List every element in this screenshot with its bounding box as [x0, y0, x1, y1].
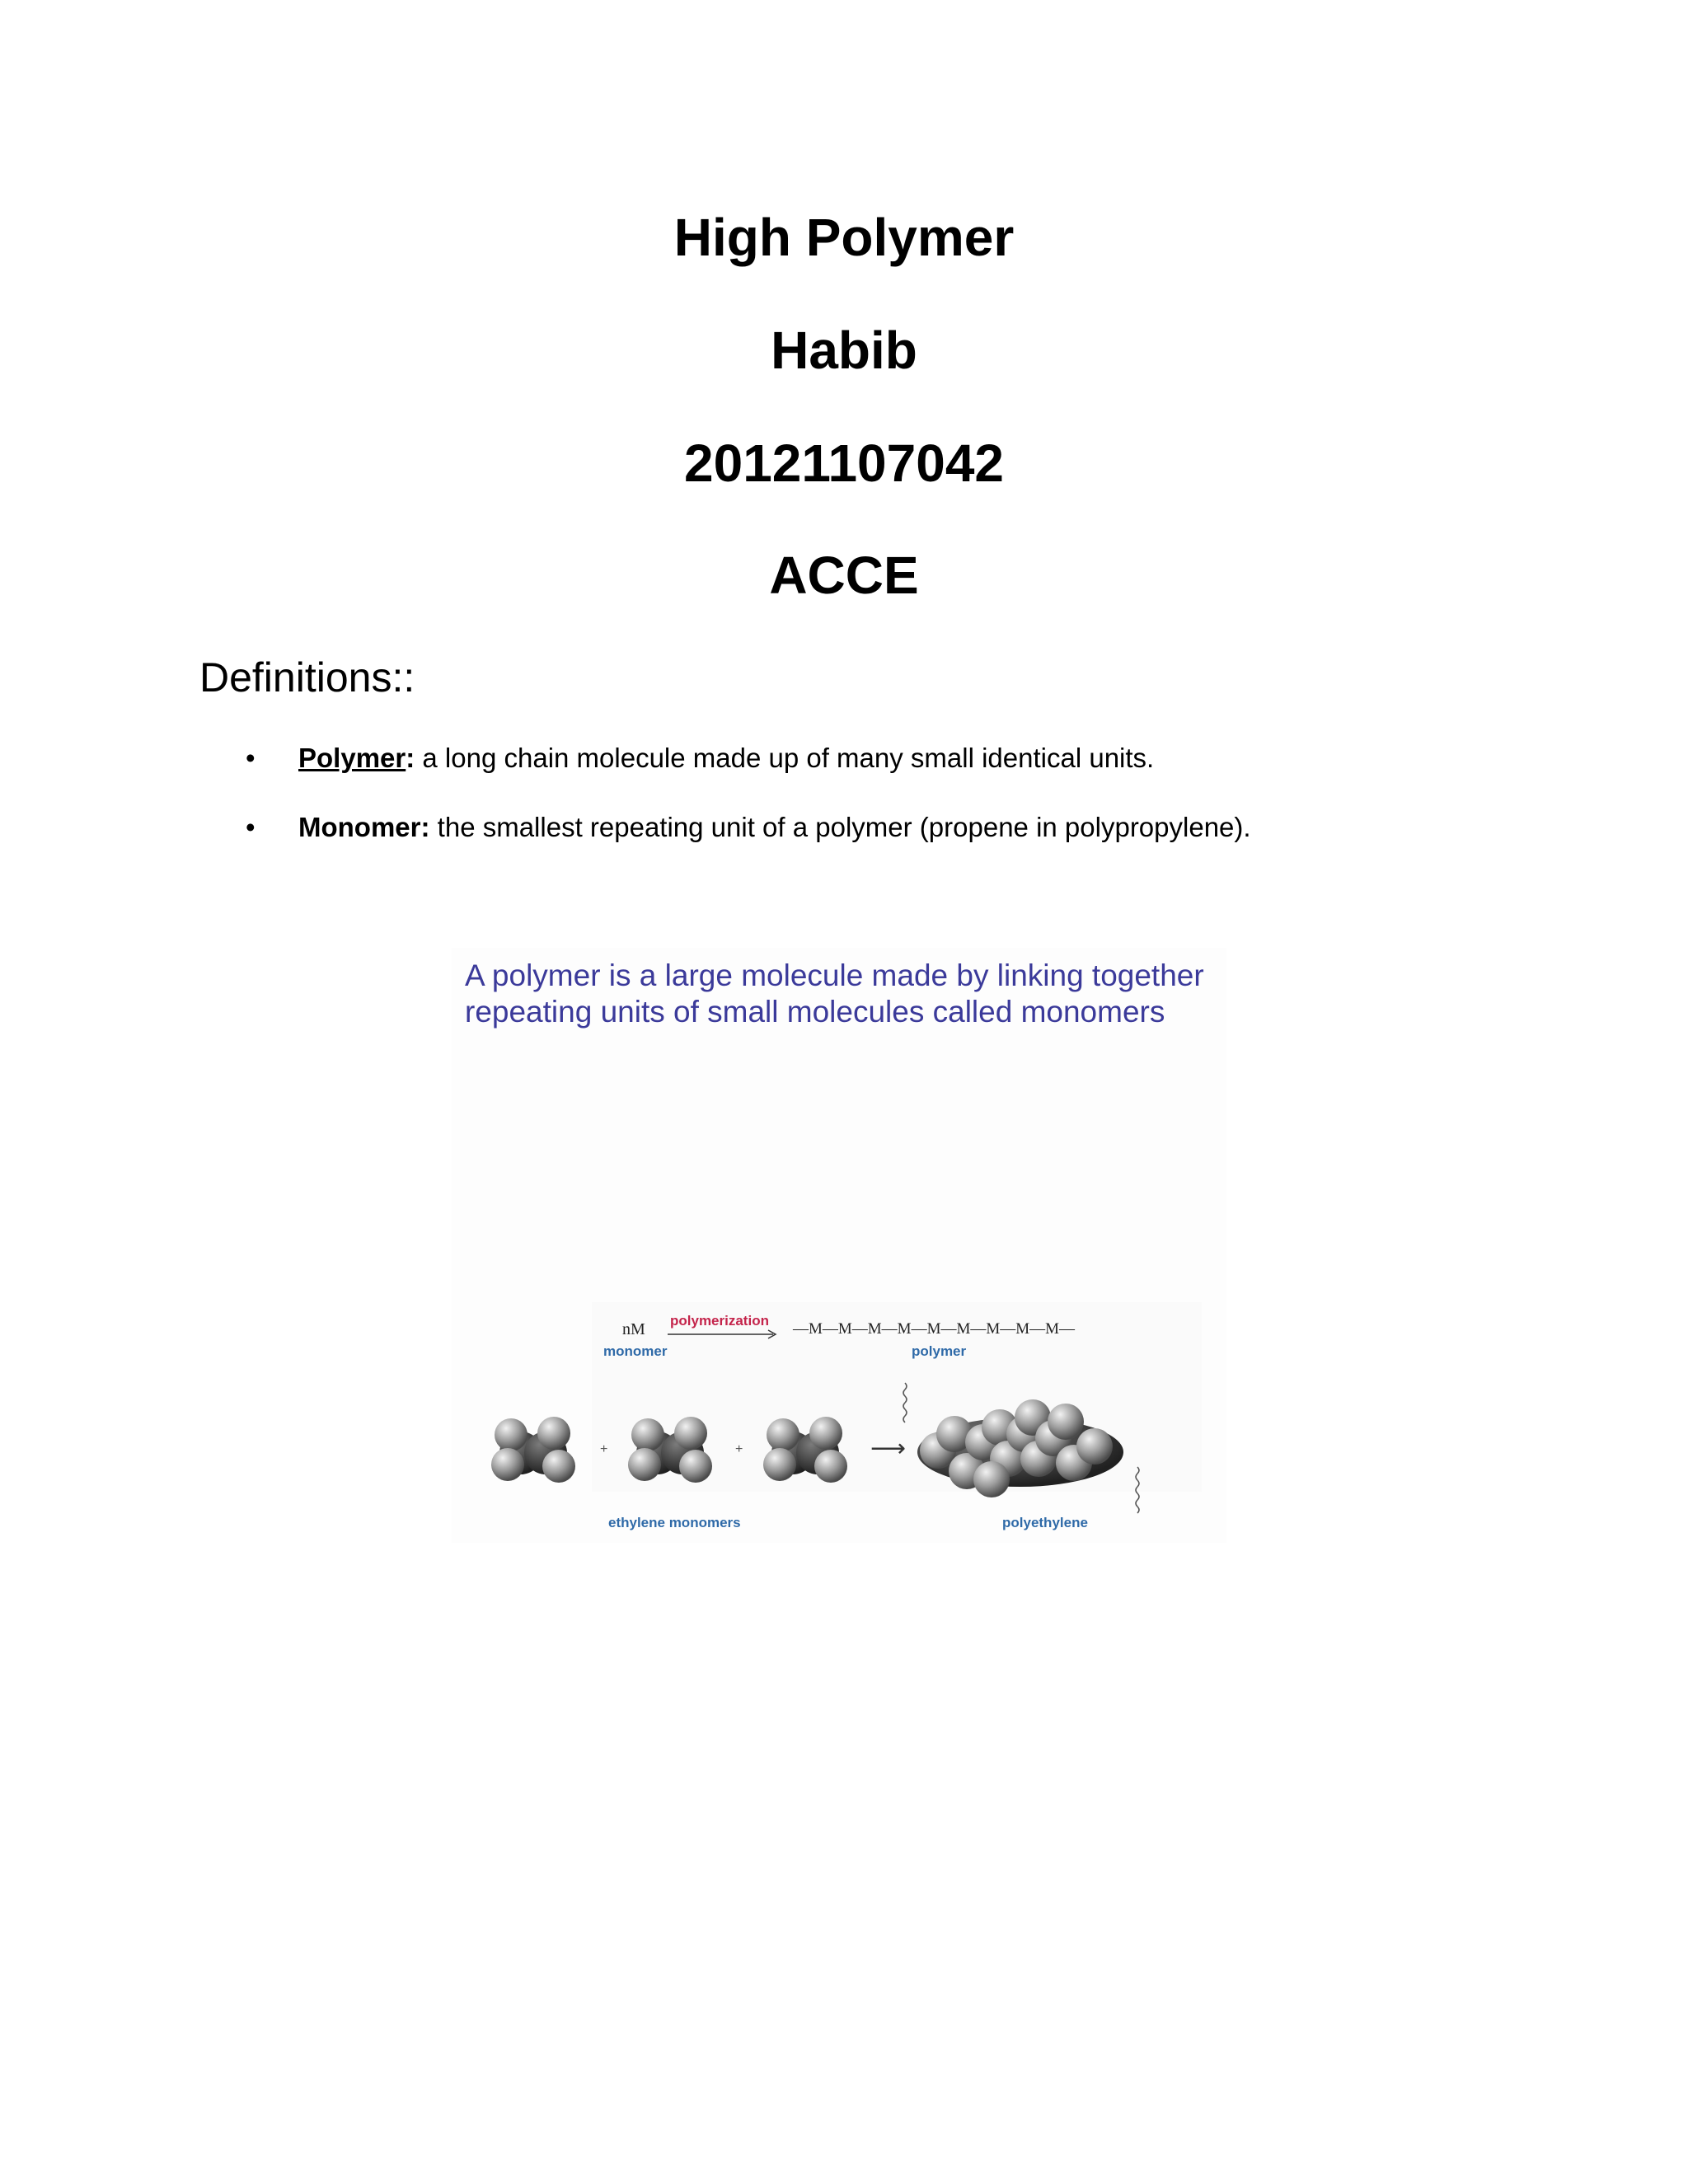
- monomer-molecule-2: [625, 1413, 715, 1488]
- reaction-arrow-icon: ⟶: [870, 1435, 907, 1462]
- slide-caption-line-1: A polymer is a large molecule made by linking together: [465, 958, 1204, 992]
- plus-sign: +: [600, 1442, 608, 1456]
- polymerization-figure: [452, 948, 1226, 1543]
- plus-sign: +: [735, 1442, 743, 1456]
- definition-item-monomer: [246, 809, 1251, 846]
- slide-image: [452, 948, 1226, 1543]
- monomer-label: monomer: [603, 1343, 668, 1359]
- polymerization-arrow-icon: [668, 1329, 779, 1340]
- polymer-chain: —M—M—M—M—M—M—M—M—M—: [793, 1320, 1076, 1338]
- department: ACCE: [769, 546, 919, 605]
- definitions-heading: Definitions::: [199, 654, 415, 701]
- title: High Polymer: [673, 208, 1015, 267]
- definition-term: Polymer:: [298, 743, 415, 773]
- polymer-label: polymer: [912, 1343, 967, 1359]
- author-name: Habib: [771, 321, 917, 380]
- bullet-icon: •: [246, 812, 256, 842]
- reactant-symbol: nM: [622, 1320, 645, 1338]
- monomer-molecule-3: [760, 1413, 851, 1488]
- polyethylene-label: polyethylene: [1002, 1515, 1088, 1530]
- definition-item-polymer: [246, 740, 1154, 776]
- bullet-icon: •: [246, 743, 256, 773]
- definition-term: Monomer:: [298, 812, 430, 842]
- student-id: 20121107042: [684, 434, 1004, 493]
- definition-text: the smallest repeating unit of a polymer (propene in polypropylene).: [429, 812, 1251, 842]
- ethylene-monomers-label: ethylene monomers: [608, 1515, 741, 1530]
- slide-caption-line-2: repeating units of small molecules called monomers: [465, 995, 1165, 1029]
- polymerization-label: polymerization: [670, 1313, 769, 1329]
- polyethylene-molecule: [897, 1376, 1169, 1525]
- definition-text: a long chain molecule made up of many small identical units.: [415, 743, 1155, 773]
- monomer-molecule-1: [488, 1413, 579, 1488]
